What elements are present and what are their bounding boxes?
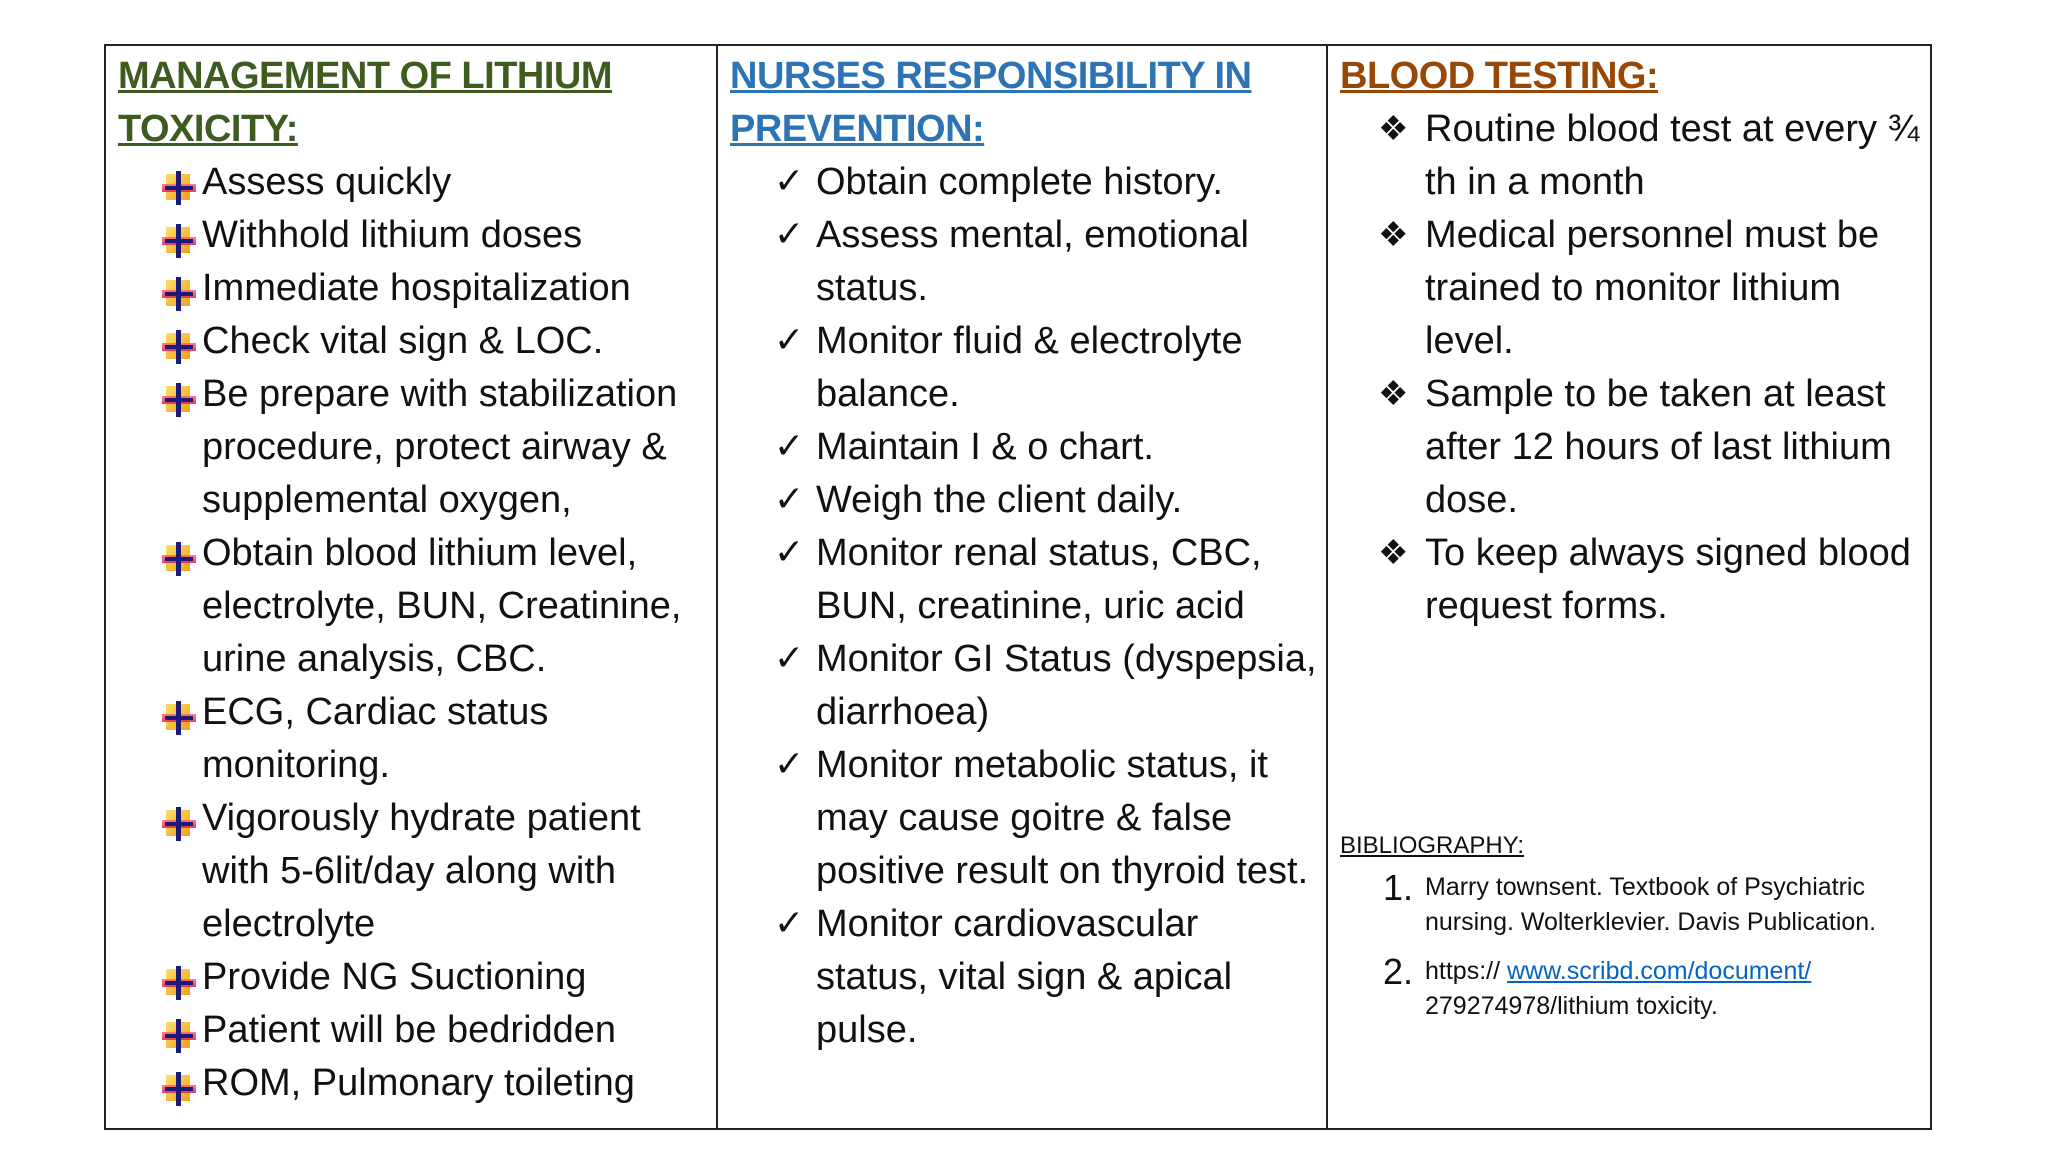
list-item-text: Be prepare with stabilization procedure, protect airway & supplemental oxygen, bbox=[202, 373, 678, 521]
list-item bbox=[718, 739, 1326, 898]
list-item-text: Withhold lithium doses bbox=[202, 214, 583, 256]
content-table bbox=[104, 44, 1932, 1130]
list-item-text: Monitor GI Status (dyspepsia, diarrhoea) bbox=[816, 638, 1317, 733]
list-item-text: Vigorously hydrate patient with 5-6lit/day along with electrolyte bbox=[202, 797, 641, 945]
plus-cross-icon bbox=[162, 326, 196, 360]
list-item bbox=[106, 527, 716, 686]
diamond-four-icon: ❖ bbox=[1378, 534, 1409, 572]
column-heading: NURSES RESPONSIBILITY IN PREVENTION: bbox=[730, 55, 1252, 150]
checkmark-icon: ✓ bbox=[774, 637, 805, 678]
plus-cross-icon bbox=[162, 697, 196, 731]
list-item-text: ECG, Cardiac status monitoring. bbox=[202, 691, 549, 786]
entry-suffix: 279274978/lithium toxicity. bbox=[1425, 992, 1718, 1020]
list-item bbox=[1328, 209, 1930, 368]
plus-cross-icon bbox=[162, 962, 196, 996]
list-item-text: Routine blood test at every ¾ th in a month bbox=[1425, 108, 1920, 203]
column-nurses-responsibility bbox=[716, 46, 1326, 1128]
bibliography-entry bbox=[1328, 951, 1930, 1024]
plus-cross-icon bbox=[162, 220, 196, 254]
list-item bbox=[718, 633, 1326, 739]
checkmark-icon: ✓ bbox=[774, 319, 805, 360]
list-item bbox=[1328, 368, 1930, 527]
list-item bbox=[718, 527, 1326, 633]
list-item bbox=[106, 315, 716, 368]
checkmark-icon: ✓ bbox=[774, 160, 805, 201]
plus-cross-icon bbox=[162, 803, 196, 837]
list-item-text: Provide NG Suctioning bbox=[202, 956, 587, 998]
list-item-text: Check vital sign & LOC. bbox=[202, 320, 604, 362]
entry-text: Marry townsent. Textbook of Psychiatric nursing. Wolterklevier. Davis Publication. bbox=[1425, 873, 1877, 936]
checkmark-icon: ✓ bbox=[774, 478, 805, 519]
list-item bbox=[718, 156, 1326, 209]
list-item-text: Assess quickly bbox=[202, 161, 452, 203]
plus-cross-icon bbox=[162, 273, 196, 307]
list-item bbox=[106, 156, 716, 209]
list-item-text: To keep always signed blood request forms. bbox=[1425, 532, 1911, 627]
responsibility-list bbox=[718, 156, 1326, 1057]
column-blood-testing bbox=[1326, 46, 1930, 1128]
column-heading: MANAGEMENT OF LITHIUM TOXICITY: bbox=[118, 55, 613, 150]
list-item-text: Weigh the client daily. bbox=[816, 479, 1183, 521]
list-item-text: Monitor metabolic status, it may cause goitre & false positive result on thyroid test. bbox=[816, 744, 1309, 892]
plus-cross-icon bbox=[162, 379, 196, 413]
plus-cross-icon bbox=[162, 1068, 196, 1102]
checkmark-icon: ✓ bbox=[774, 902, 805, 943]
list-item bbox=[106, 792, 716, 951]
list-item-text: Monitor fluid & electrolyte balance. bbox=[816, 320, 1243, 415]
checkmark-icon: ✓ bbox=[774, 743, 805, 784]
list-item bbox=[106, 686, 716, 792]
management-list bbox=[106, 156, 716, 1110]
list-item bbox=[718, 421, 1326, 474]
list-item bbox=[718, 315, 1326, 421]
bibliography-list bbox=[1328, 867, 1930, 1038]
bibliography-entry bbox=[1328, 867, 1930, 940]
list-item-text: Medical personnel must be trained to monitor lithium level. bbox=[1425, 214, 1880, 362]
plus-cross-icon bbox=[162, 538, 196, 572]
diamond-four-icon: ❖ bbox=[1378, 375, 1409, 413]
list-item-text: Sample to be taken at least after 12 hours of last lithium dose. bbox=[1425, 373, 1892, 521]
list-item bbox=[1328, 103, 1930, 209]
list-item-text: Obtain blood lithium level, electrolyte, BUN, Creatinine, urine analysis, CBC. bbox=[202, 532, 682, 680]
list-item-text: Immediate hospitalization bbox=[202, 267, 631, 309]
list-item bbox=[106, 951, 716, 1004]
entry-prefix: https:// bbox=[1425, 957, 1507, 985]
entry-number: 2. bbox=[1383, 951, 1414, 992]
list-item bbox=[718, 474, 1326, 527]
checkmark-icon: ✓ bbox=[774, 531, 805, 572]
list-item-text: Patient will be bedridden bbox=[202, 1009, 617, 1051]
plus-cross-icon bbox=[162, 167, 196, 201]
list-item bbox=[106, 262, 716, 315]
column-heading: BLOOD TESTING: bbox=[1340, 55, 1659, 97]
diamond-four-icon: ❖ bbox=[1378, 216, 1409, 254]
list-item bbox=[718, 898, 1326, 1057]
list-item bbox=[106, 209, 716, 262]
checkmark-icon: ✓ bbox=[774, 425, 805, 466]
list-item bbox=[1328, 527, 1930, 633]
plus-cross-icon bbox=[162, 1015, 196, 1049]
entry-number: 1. bbox=[1383, 867, 1414, 908]
list-item bbox=[106, 368, 716, 527]
list-item-text: Assess mental, emotional status. bbox=[816, 214, 1249, 309]
bibliography-link[interactable]: www.scribd.com/document/ bbox=[1506, 957, 1812, 985]
bibliography-label: BIBLIOGRAPHY: bbox=[1340, 832, 1525, 859]
list-item bbox=[718, 209, 1326, 315]
diamond-four-icon: ❖ bbox=[1378, 110, 1409, 148]
list-item bbox=[106, 1004, 716, 1057]
list-item-text: ROM, Pulmonary toileting bbox=[202, 1062, 635, 1104]
list-item bbox=[106, 1057, 716, 1110]
checkmark-icon: ✓ bbox=[774, 213, 805, 254]
list-item-text: Obtain complete history. bbox=[816, 161, 1223, 203]
blood-testing-list bbox=[1328, 103, 1930, 633]
column-lithium-toxicity-management bbox=[106, 46, 716, 1128]
list-item-text: Monitor cardiovascular status, vital sign & apical pulse. bbox=[816, 903, 1233, 1051]
list-item-text: Maintain I & o chart. bbox=[816, 426, 1154, 468]
list-item-text: Monitor renal status, CBC, BUN, creatinine, uric acid bbox=[816, 532, 1262, 627]
